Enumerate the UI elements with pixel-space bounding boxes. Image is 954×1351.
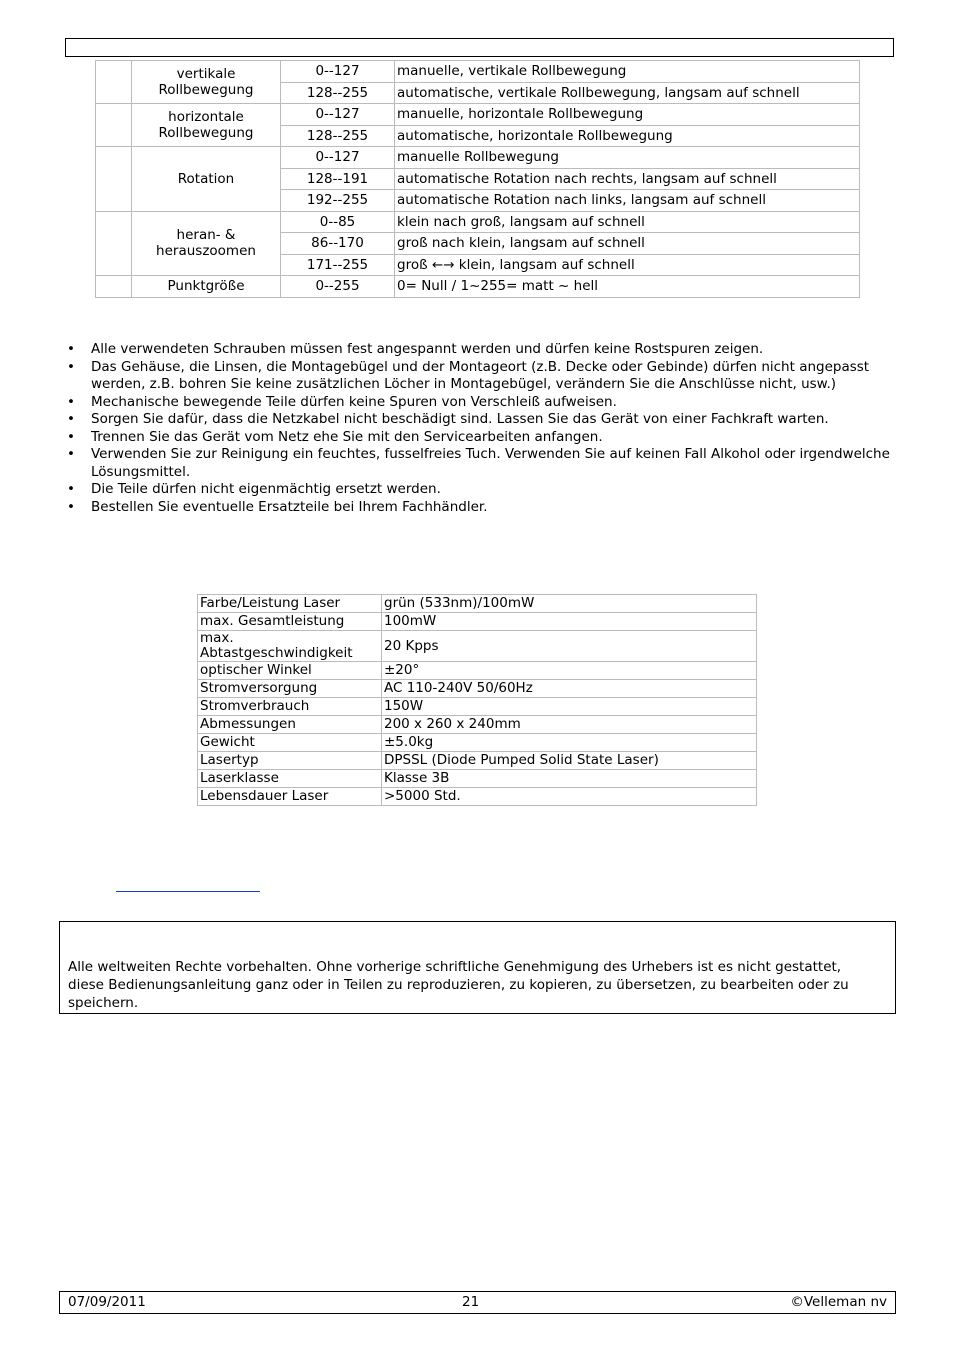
- description-cell: manuelle, horizontale Rollbewegung: [395, 104, 860, 126]
- copyright-notice-box: [59, 921, 896, 1014]
- description-cell: manuelle, vertikale Rollbewegung: [395, 61, 860, 83]
- spec-row: [198, 698, 757, 716]
- dmx-row: [96, 211, 860, 233]
- spec-label: Farbe/Leistung Laser: [198, 595, 382, 613]
- list-item: • Die Teile dürfen nicht eigenmächtig ersetzt werden.: [66, 481, 896, 499]
- range-cell: 128--255: [281, 82, 395, 104]
- range-cell: 0--255: [281, 276, 395, 298]
- footer-copyright: ©Velleman nv: [790, 1294, 887, 1310]
- header-box: [65, 38, 894, 57]
- spec-row: [198, 631, 757, 662]
- spec-value: grün (533nm)/100mW: [382, 595, 757, 613]
- description-cell: automatische Rotation nach rechts, langsam auf schnell: [395, 168, 860, 190]
- description-cell: groß nach klein, langsam auf schnell: [395, 233, 860, 255]
- spec-row: [198, 770, 757, 788]
- spec-value: ±20°: [382, 662, 757, 680]
- footer-page-number: 21: [462, 1294, 480, 1310]
- website-link[interactable]: [116, 879, 260, 892]
- description-cell: 0= Null / 1~255= matt ~ hell: [395, 276, 860, 298]
- description-cell: automatische, horizontale Rollbewegung: [395, 125, 860, 147]
- spec-value: AC 110-240V 50/60Hz: [382, 680, 757, 698]
- spec-value: ±5.0kg: [382, 734, 757, 752]
- list-item: • Trennen Sie das Gerät vom Netz ehe Sie mit den Servicearbeiten anfangen.: [66, 429, 896, 447]
- description-cell: manuelle Rollbewegung: [395, 147, 860, 169]
- spec-row: [198, 613, 757, 631]
- list-item: • Sorgen Sie dafür, dass die Netzkabel nicht beschädigt sind. Lassen Sie das Gerät von einer Fachkraft warten.: [66, 411, 896, 429]
- function-cell: heran- & herauszoomen: [132, 211, 281, 276]
- spec-label: Gewicht: [198, 734, 382, 752]
- spec-row: [198, 595, 757, 613]
- spec-label: optischer Winkel: [198, 662, 382, 680]
- spec-label: Lasertyp: [198, 752, 382, 770]
- spec-value: Klasse 3B: [382, 770, 757, 788]
- range-cell: 128--191: [281, 168, 395, 190]
- list-item: • Das Gehäuse, die Linsen, die Montagebügel und der Montageort (z.B. Decke oder Gebinde) dürfen nicht angepasst werden, z.B. bohren Sie keine zusätzlichen Löcher in Montagebügel, verändern Sie die Anschlüsse nicht, usw.): [66, 359, 896, 394]
- range-cell: 171--255: [281, 254, 395, 276]
- channel-cell: [96, 61, 132, 104]
- dmx-row: [96, 61, 860, 83]
- page-footer: [59, 1291, 896, 1314]
- description-cell: automatische, vertikale Rollbewegung, langsam auf schnell: [395, 82, 860, 104]
- range-cell: 86--170: [281, 233, 395, 255]
- channel-cell: [96, 211, 132, 276]
- dmx-row: [96, 276, 860, 298]
- description-cell: klein nach groß, langsam auf schnell: [395, 211, 860, 233]
- spec-label: Stromversorgung: [198, 680, 382, 698]
- copyright-text: Alle weltweiten Rechte vorbehalten. Ohne vorherige schriftliche Genehmigung des Urhebers ist es nicht gestattet, diese Bedienungsanleitung ganz oder in Teilen zu reproduzieren, zu kopieren, zu übersetzen, zu bearbeiten oder zu speichern.: [68, 959, 849, 1011]
- spec-value: >5000 Std.: [382, 788, 757, 806]
- spec-label: Stromverbrauch: [198, 698, 382, 716]
- footer-date: 07/09/2011: [68, 1294, 146, 1310]
- channel-cell: [96, 276, 132, 298]
- range-cell: 0--127: [281, 61, 395, 83]
- range-cell: 0--85: [281, 211, 395, 233]
- range-cell: 0--127: [281, 147, 395, 169]
- function-cell: Punktgröße: [132, 276, 281, 298]
- function-cell: Rotation: [132, 147, 281, 212]
- spec-label: Lebensdauer Laser: [198, 788, 382, 806]
- spec-value: DPSSL (Diode Pumped Solid State Laser): [382, 752, 757, 770]
- list-item: • Alle verwendeten Schrauben müssen fest angespannt werden und dürfen keine Rostspuren zeigen.: [66, 341, 896, 359]
- list-item: • Bestellen Sie eventuelle Ersatzteile bei Ihrem Fachhändler.: [66, 499, 896, 517]
- description-cell: automatische Rotation nach links, langsam auf schnell: [395, 190, 860, 212]
- list-item: • Verwenden Sie zur Reinigung ein feuchtes, fusselfreies Tuch. Verwenden Sie auf keinen Fall Alkohol oder irgendwelche Lösungsmittel.: [66, 446, 896, 481]
- spec-value: 200 x 260 x 240mm: [382, 716, 757, 734]
- spec-row: [198, 752, 757, 770]
- specifications-table: [197, 594, 757, 806]
- spec-label: Laserklasse: [198, 770, 382, 788]
- dmx-row: [96, 104, 860, 126]
- spec-row: [198, 662, 757, 680]
- spec-row: [198, 788, 757, 806]
- function-cell: horizontale Rollbewegung: [132, 104, 281, 147]
- function-cell: vertikale Rollbewegung: [132, 61, 281, 104]
- spec-label: Abmessungen: [198, 716, 382, 734]
- spec-row: [198, 716, 757, 734]
- range-cell: 0--127: [281, 104, 395, 126]
- spec-row: [198, 680, 757, 698]
- spec-row: [198, 734, 757, 752]
- list-item: • Mechanische bewegende Teile dürfen keine Spuren von Verschleiß aufweisen.: [66, 394, 896, 412]
- channel-cell: [96, 147, 132, 212]
- description-cell: groß ←→ klein, langsam auf schnell: [395, 254, 860, 276]
- channel-cell: [96, 104, 132, 147]
- range-cell: 128--255: [281, 125, 395, 147]
- spec-value: 100mW: [382, 613, 757, 631]
- maintenance-list: [66, 341, 896, 516]
- range-cell: 192--255: [281, 190, 395, 212]
- spec-value: 150W: [382, 698, 757, 716]
- dmx-channel-table: [95, 60, 860, 298]
- spec-label: max. Gesamtleistung: [198, 613, 382, 631]
- spec-label: max. Abtastgeschwindigkeit: [198, 631, 382, 662]
- dmx-row: [96, 147, 860, 169]
- spec-value: 20 Kpps: [382, 631, 757, 662]
